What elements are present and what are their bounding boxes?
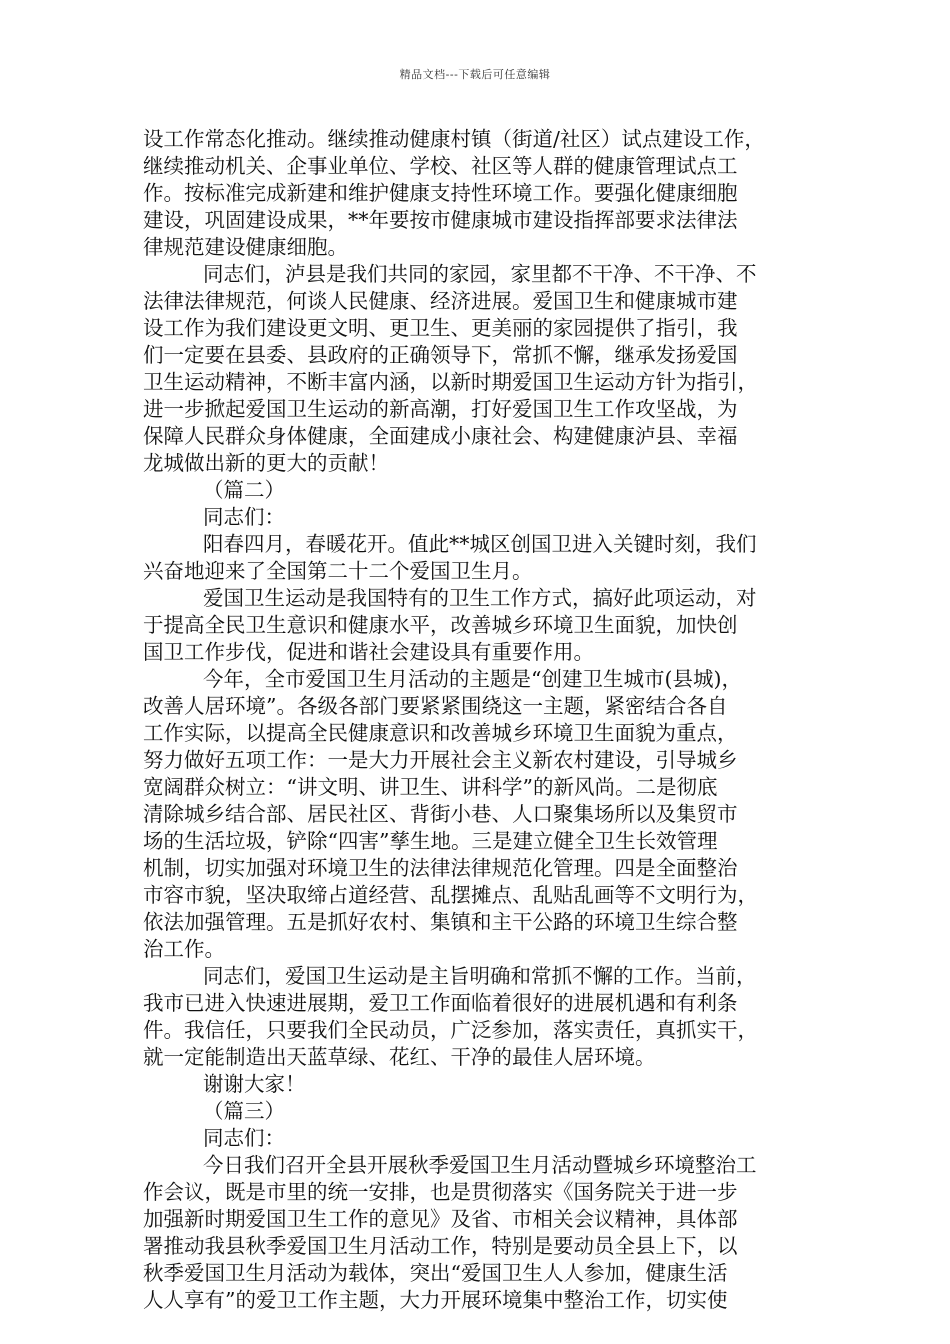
text-line: 件。我信任，只要我们全民动员，广泛参加，落实责任，真抓实干， <box>143 1018 758 1042</box>
text-line: 建设，巩固建设成果，**年要按市健康城市建设指挥部要求法律法 <box>143 208 738 232</box>
text-line: 场的生活垃圾，铲除“四害”孳生地。三是建立健全卫生长效管理 <box>143 829 718 853</box>
text-line: 卫生运动精神，不断丰富内涵，以新时期爱国卫生运动方针为指引， <box>143 370 758 394</box>
paragraph-start-line: 阳春四月，春暖花开。值此**城区创国卫进入关键时刻，我们 <box>203 532 757 556</box>
paragraph-start-line: （篇三） <box>203 1099 285 1123</box>
paragraph-start-line: 同志们： <box>203 1126 285 1150</box>
text-line: 们一定要在县委、县政府的正确领导下，常抓不懈，继承发扬爱国 <box>143 343 738 367</box>
paragraph-start-line: 今日我们召开全县开展秋季爱国卫生月活动暨城乡环境整治工 <box>203 1153 757 1177</box>
text-line: 机制，切实加强对环境卫生的法律法律规范化管理。四是全面整治 <box>143 856 738 880</box>
text-line: 于提高全民卫生意识和健康水平，改善城乡环境卫生面貌，加快创 <box>143 613 738 637</box>
text-line: 署推动我县秋季爱国卫生月活动工作，特别是要动员全县上下，以 <box>143 1234 738 1258</box>
text-line: 作。按标准完成新建和维护健康支持性环境工作。要强化健康细胞 <box>143 181 738 205</box>
paragraph-start-line: 今年，全市爱国卫生月活动的主题是“创建卫生城市(县城)， <box>203 667 742 691</box>
text-line: 设工作为我们建设更文明、更卫生、更美丽的家园提供了指引，我 <box>143 316 738 340</box>
text-line: 律规范建设健康细胞。 <box>143 235 348 259</box>
text-line: 秋季爱国卫生月活动为载体，突出“爱国卫生人人参加，健康生活 <box>143 1261 728 1285</box>
text-line: 清除城乡结合部、居民社区、背街小巷、人口聚集场所以及集贸市 <box>143 802 738 826</box>
text-line: 龙城做出新的更大的贡献！ <box>143 451 389 475</box>
text-line: 市容市貌，坚决取缔占道经营、乱摆摊点、乱贴乱画等不文明行为， <box>143 883 758 907</box>
paragraph-start-line: 同志们： <box>203 505 285 529</box>
paragraph-start-line: 同志们，泸县是我们共同的家园，家里都不干净、不干净、不 <box>203 262 757 286</box>
text-line: 依法加强管理。五是抓好农村、集镇和主干公路的环境卫生综合整 <box>143 910 738 934</box>
text-line: 设工作常态化推动。继续推动健康村镇（街道/社区）试点建设工作， <box>143 127 765 151</box>
page-header: 精品文档---下载后可任意编辑 <box>399 68 551 81</box>
text-line: 法律法律规范，何谈人民健康、经济进展。爱国卫生和健康城市建 <box>143 289 738 313</box>
text-line: 国卫工作步伐，促进和谐社会建设具有重要作用。 <box>143 640 594 664</box>
text-line: 努力做好五项工作：一是大力开展社会主义新农村建设，引导城乡 <box>143 748 738 772</box>
text-line: 改善人居环境”。各级各部门要紧紧围绕这一主题，紧密结合各自 <box>143 694 728 718</box>
paragraph-start-line: 爱国卫生运动是我国特有的卫生工作方式，搞好此项运动，对 <box>203 586 757 610</box>
text-line: 继续推动机关、企事业单位、学校、社区等人群的健康管理试点工 <box>143 154 738 178</box>
text-line: 保障人民群众身体健康，全面建成小康社会、构建健康泸县、幸福 <box>143 424 738 448</box>
text-line: 治工作。 <box>143 937 225 961</box>
document-body <box>143 126 823 1314</box>
text-line: 加强新时期爱国卫生工作的意见》及省、市相关会议精神，具体部 <box>143 1207 738 1231</box>
text-line: 进一步掀起爱国卫生运动的新高潮，打好爱国卫生工作攻坚战，为 <box>143 397 738 421</box>
text-line: 作会议，既是市里的统一安排，也是贯彻落实《国务院关于进一步 <box>143 1180 738 1204</box>
paragraph-start-line: （篇二） <box>203 478 285 502</box>
text-line: 宽阔群众树立：“讲文明、讲卫生、讲科学”的新风尚。二是彻底 <box>143 775 718 799</box>
paragraph-start-line: 同志们，爱国卫生运动是主旨明确和常抓不懈的工作。当前， <box>203 964 757 988</box>
text-line: 我市已进入快速进展期，爱卫工作面临着很好的进展机遇和有利条 <box>143 991 738 1015</box>
paragraph-start-line: 谢谢大家！ <box>203 1072 306 1096</box>
text-line: 工作实际，以提高全民健康意识和改善城乡环境卫生面貌为重点， <box>143 721 738 745</box>
text-line: 兴奋地迎来了全国第二十二个爱国卫生月。 <box>143 559 533 583</box>
text-line: 人人享有”的爱卫工作主题，大力开展环境集中整治工作，切实使 <box>143 1288 728 1312</box>
text-line: 就一定能制造出天蓝草绿、花红、干净的最佳人居环境。 <box>143 1045 656 1069</box>
